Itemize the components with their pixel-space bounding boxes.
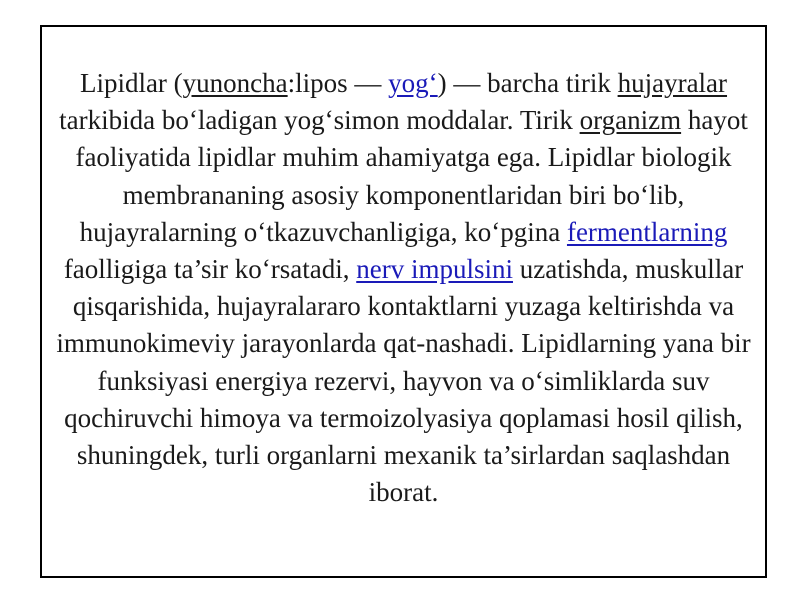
link-nerv-impulsini[interactable]: nerv impulsini xyxy=(356,254,513,285)
link-fermentlarning[interactable]: fermentlarning xyxy=(566,216,728,247)
link-yog[interactable]: yog‘ xyxy=(388,68,438,98)
text-segment: hayot faoliyatida lipidlar muhim ahamiyatga ega. Lipidlar biologik membrananing asosiy komponentlaridan biri bo‘lib, hujayralarning o‘tkazuvchanligiga, ko‘pgina xyxy=(75,105,748,247)
text-segment: :lipos — xyxy=(287,68,389,98)
slide-frame xyxy=(40,25,767,578)
text-segment: uzatishda, muskullar qisqarishida, hujayralararo kontaktlarni yuzaga keltirishda va immunokimeviy jarayonlarda qat-nashadi. Lipidlarning yana bir funksiyasi energiya rezervi, hayvon va o‘simliklarda suv qochiruvchi himoya va termoizolyasiya qoplamasi hosil qilish, shuningdek, turli organlarni mexanik ta’sirlardan saqlashdan iborat. xyxy=(56,254,751,508)
paragraph xyxy=(52,65,755,511)
text-segment: faolligiga ta’sir ko‘rsatadi, xyxy=(63,254,357,285)
text-segment: Lipidlar ( xyxy=(79,68,183,98)
underlined-term-organizm: organizm xyxy=(579,105,682,136)
text-segment: ) — barcha tirik xyxy=(437,68,618,98)
text-segment: tarkibida bo‘ladigan yog‘simon moddalar. Tirik xyxy=(59,105,580,136)
underlined-term-hujayralar: hujayralar xyxy=(617,68,728,98)
underlined-term-yunoncha: yunoncha xyxy=(182,68,288,98)
